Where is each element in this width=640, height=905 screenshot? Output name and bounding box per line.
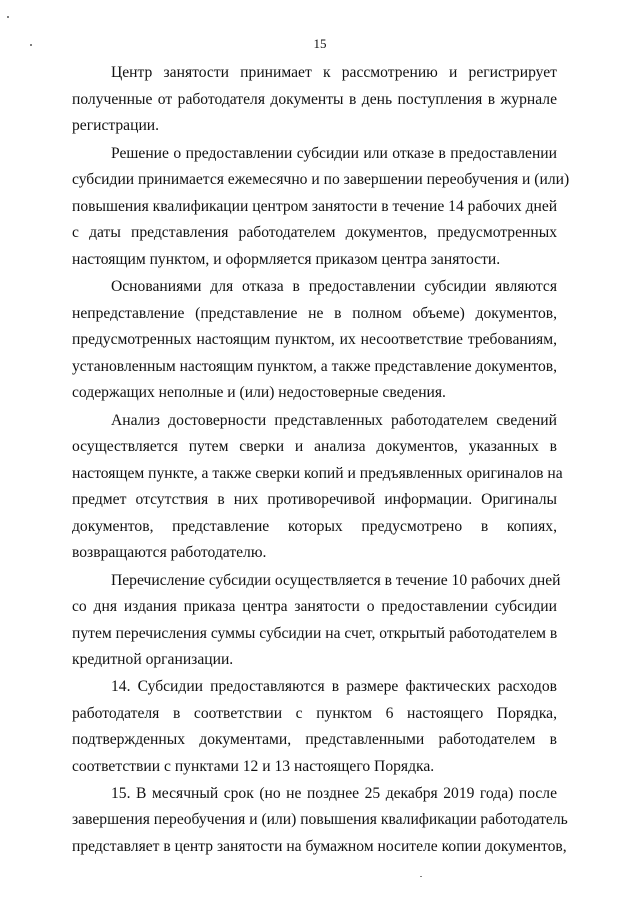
paragraph-3-line-2: непредставление (представление не в полном объеме) документов,	[72, 305, 557, 322]
paragraph-1-line-2: полученные от работодателя документы в день поступления в журнале	[72, 91, 557, 108]
paragraph-2-line-2: субсидии принимается ежемесячно и по завершении переобучения и (или)	[72, 171, 570, 188]
paragraph-5-line-4: кредитной организации.	[72, 651, 234, 668]
paragraph-6-line-3: подтвержденных документами, представленными работодателем в	[72, 731, 557, 748]
paragraph-1-line-3: регистрации.	[72, 117, 160, 134]
paragraph-4-line-4: предмет отсутствия в них противоречивой информации. Оригиналы	[72, 491, 557, 508]
paragraph-3-line-4: установленным настоящим пунктом, а также представление документов,	[72, 358, 557, 375]
paragraph-4-line-6: возвращаются работодателю.	[72, 544, 267, 561]
paragraph-6-line-4: соответствии с пунктами 12 и 13 настоящего Порядка.	[72, 758, 435, 775]
paragraph-2-line-1: Решение о предоставлении субсидии или отказе в предоставлении	[111, 145, 557, 162]
paragraph-5-line-2: со дня издания приказа центра занятости о предоставлении субсидии	[72, 598, 557, 615]
paragraph-6-line-2: работодателя в соответствии с пунктом 6 настоящего Порядка,	[72, 705, 557, 722]
paragraph-4-line-5: документов, представление которых предусмотрено в копиях,	[72, 518, 557, 535]
paragraph-3-line-1: Основаниями для отказа в предоставлении субсидии являются	[111, 278, 557, 295]
paragraph-2-line-3: повышения квалификации центром занятости в течение 14 рабочих дней	[72, 198, 558, 215]
paragraph-6-line-1: 14. Субсидии предоставляются в размере фактических расходов	[111, 678, 557, 695]
paragraph-5-line-3: путем перечисления суммы субсидии на счет, открытый работодателем в	[72, 625, 558, 642]
paragraph-4-line-2: осуществляется путем сверки и анализа документов, указанных в	[72, 438, 557, 455]
paragraph-2-line-4: с даты представления работодателем документов, предусмотренных	[72, 224, 557, 241]
paragraph-3-line-5: содержащих неполные и (или) недостоверные сведения.	[72, 384, 446, 401]
paragraph-2-line-5: настоящим пунктом, и оформляется приказом центра занятости.	[72, 251, 501, 268]
paragraph-7-line-2: завершения переобучения и (или) повышения квалификации работодатель	[72, 811, 568, 828]
paragraph-7-line-3: представляет в центр занятости на бумажном носителе копии документов,	[72, 838, 567, 855]
paragraph-1-line-1: Центр занятости принимает к рассмотрению и регистрирует	[111, 64, 557, 81]
scan-speck	[7, 16, 9, 18]
paragraph-5-line-1: Перечисление субсидии осуществляется в течение 10 рабочих дней	[111, 572, 561, 589]
paragraph-3-line-3: предусмотренных настоящим пунктом, их несоответствие требованиям,	[72, 331, 557, 348]
scan-speck	[420, 876, 422, 877]
paragraph-7-line-1: 15. В месячный срок (но не позднее 25 декабря 2019 года) после	[111, 785, 557, 802]
paragraph-4-line-1: Анализ достоверности представленных работодателем сведений	[111, 412, 557, 429]
page-number: 15	[313, 36, 327, 51]
paragraph-4-line-3: настоящем пункте, а также сверки копий и предъявленных оригиналов на	[72, 465, 563, 482]
